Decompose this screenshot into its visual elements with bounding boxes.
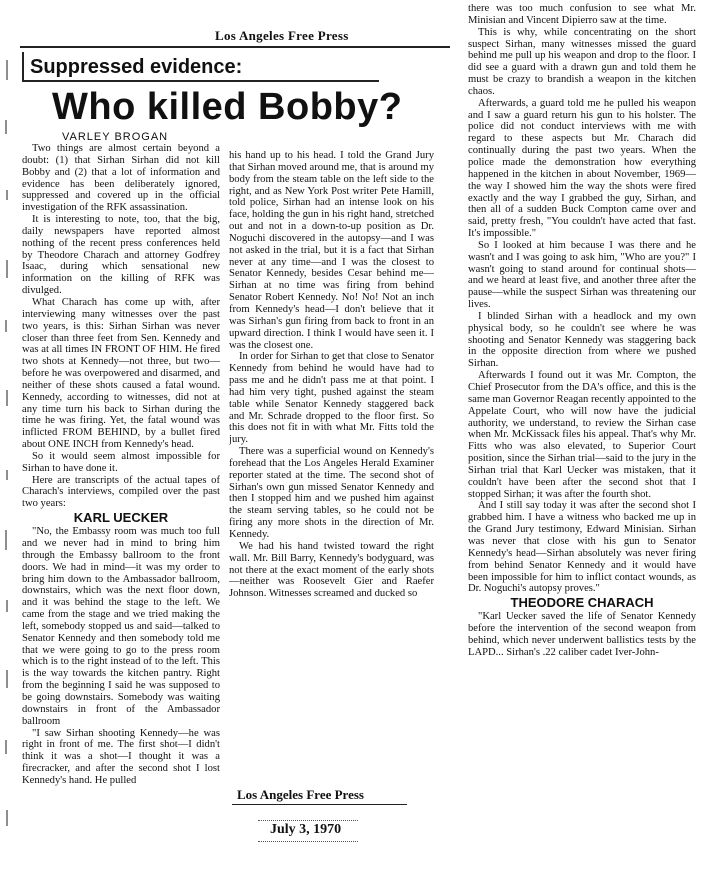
paragraph: In order for Sirhan to get that close to Senator Kennedy from behind he would have had to pass me and he didn't pass me at that point. I had him very tight, pushed against the steam table while Senator Kennedy staggered back and Mr. Schrade dropped to the floor first. So this does not fit in with what Mr. Fitts told the jury. [229,351,434,446]
paragraph: It is interesting to note, too, that the big, daily newspapers have reported almost nothing of the recent press conferences held by Theodore Charach and attorney Godfrey Isaac, during which sensational new information on the killing of RFK was divulged. [22,214,220,297]
paragraph: Here are transcripts of the actual tapes of Charach's interviews, compiled over the past two years: [22,474,220,510]
column-3 [468,3,696,869]
publication-date: July 3, 1970 [270,822,342,837]
subhead-theodore-charach: THEODORE CHARACH [510,595,654,611]
paragraph: Afterwards, a guard told me he pulled his weapon and I saw a guard return his gun to his holster. The police did not conduct interviews with me with regard to these aspects but Mr. Charach did continually during the past two years. When the police made the demonstration how everything happened in the kitchen in about November, 1969—the way I showed him the way the shots were fired exactly and the way I grabbed the guy, Sirhan, and then all of a sudden Buck Compton came over and said, pretty fresh, "You couldn't have acted that fast. It's impossible." [468,97,696,240]
footer-paper-name: Los Angeles Free Press [237,787,364,802]
paragraph: there was too much confusion to see what Mr. Minisian and Vincent Dipierro saw at the time. [468,3,696,26]
paragraph: "Karl Uecker saved the life of Senator Kennedy before the intervention of the second weapon from behind, which never underwent ballistics tests by the LAPD... Sirhan's .22 caliber cadet Iver-John- [468,611,696,658]
paragraph: What Charach has come up with, after interviewing many witnesses over the past two years, is this: Sirhan Sirhan was never closer than three feet from Sen. Kennedy and was at all times IN FRONT OF HIM. He fired two shots at Kennedy—not three, but two—before he was overpowered and disarmed, and neither of these shots caused a fatal wound. Kennedy, according to witnesses, did not at any time turn his back to Sirhan during the time he was firing. Yet, the fatal wound was inflicted FROM BEHIND, by a bullet fired about ONE INCH from Kennedy's head. [22,296,220,451]
paragraph: "No, the Embassy room was much too full and we never had in mind to bring him through the Embassy ballroom to the front doors. We had in mind—it was my order to bring him down to the Ambassador ballroom, downstairs, which was the next floor down, and it was behind the stage to the left. We came from the stage and we tried making the left, somebody stopped us and said—talked to Senator Kennedy and then somebody told me that we were going to go to the press room which is to the right instead of to the left. This is the way towards the kitchen pantry. Right from the beginning I said he was supposed to be going downstairs. Somebody was waiting downstairs in front of the Ambassador ballroom [22,526,220,727]
paragraph: There was a superficial wound on Kennedy's forehead that the Los Angeles Herald Examiner reporter stated at the time. The second shot of Sirhan's own gun missed Senator Kennedy and then I stopped him and we pushed him against the steam serving tables, so he could not be firing any more shots in the direction of Mr. Kennedy. [229,446,434,540]
masthead-rule [20,46,450,48]
headline: Who killed Bobby? [52,86,403,128]
kicker: Suppressed evidence: [30,56,243,78]
paragraph: So I looked at him because I was there and he wasn't and I was going to ask him, "Who are you?" I wasn't going to stand around for continual shots—and we heard at least five, and another three after the pause—while the suspect Sirhan was threatening our lives. [468,239,696,311]
subhead-karl-uecker: KARL UECKER [73,510,169,526]
column-1 [22,143,220,863]
paragraph: "I saw Sirhan shooting Kennedy—he was right in front of me. The first shot—I didn't think it was a shot—I thought it was a firecracker, and after the second shot I lost Kennedy's hand. He pulled [22,727,220,786]
paragraph: I blinded Sirhan with a headlock and my own physical body, so he couldn't see where he was shooting and Senator Kennedy was staggering back in the opposite direction from where we pushed Sirhan. [468,310,696,370]
footer-rule [232,804,407,805]
paragraph: his hand up to his head. I told the Grand Jury that Sirhan moved around me, that is around my body from the steam table on the left side to the right, and as New York Post writer Pete Hamill, told police, Sirhan had an intense look on his face, holding the gun in his right hand, stretched out and not in a down-to-up position as Dr. Noguchi discovered in the autopsy—and I was not asked in the trial, but it is a fact that Sirhan never at any time—and I was the closest to Senator Kennedy, besides Cesar behind me—Sirhan at no time was firing from behind Senator Robert Kennedy. No! No! Not an inch from Kennedy's head—I don't believe that it was Sirhan's gun firing from back to front in an upward direction. I think I would have seen it. I was the closest one. [229,150,434,351]
masthead: Los Angeles Free Press [215,28,349,43]
paragraph: We had his hand twisted toward the right wall. Mr. Bill Barry, Kennedy's bodyguard, was not there at the exact moment of the early shots—neither was Roosevelt Gier and Raefer Johnson. Witnesses screamed and ducked so [229,540,434,600]
paragraph: Afterwards I found out it was Mr. Compton, the Chief Prosecutor from the DA's office, and this is the same man Governor Reagan recently appointed to the Appelate Court, who will now have the judicial authority, we understand, to review the Sirhan case when Mr. McKissack files his appeal. That's why Mr. Fitts who was also elevated, to Superior Court position, since the Sirhan trial—said to the jury in the Sirhan trial that Karl Uecker was mistaken, that it couldn't have been after the second shot that I stopped Sirhan; it was after the fourth shot. [468,370,696,500]
column-2 [229,150,434,760]
margin-scan-marks [4,60,10,860]
paragraph: And I still say today it was after the second shot I grabbed him. I have a witness who backed me up in the Grand Jury testimony, Edward Minisian. Sirhan was never that close with his gun to Senator Kennedy's head—Sirhan absolutely was never firing from behind Senator Kennedy and it would have been impossible for him to inflict contact wounds, as Dr. Noguchi's autopsy proves." [468,500,696,595]
byline: VARLEY BROGAN [62,131,169,143]
paragraph: So it would seem almost impossible for Sirhan to have done it. [22,450,220,474]
paragraph: This is why, while concentrating on the short suspect Sirhan, many witnesses missed the guard behind me pull up his weapon and drop to the floor. I did see a guard with a drawn gun and told them he must be crazy to brandish a weapon in the kitchen chaos. [468,26,696,97]
paragraph: Two things are almost certain beyond a doubt: (1) that Sirhan Sirhan did not kill Bobby and (2) that a lot of information and evidence has been deliberately ignored, suppressed and covered up in the official investigation of the RFK assassination. [22,143,220,214]
